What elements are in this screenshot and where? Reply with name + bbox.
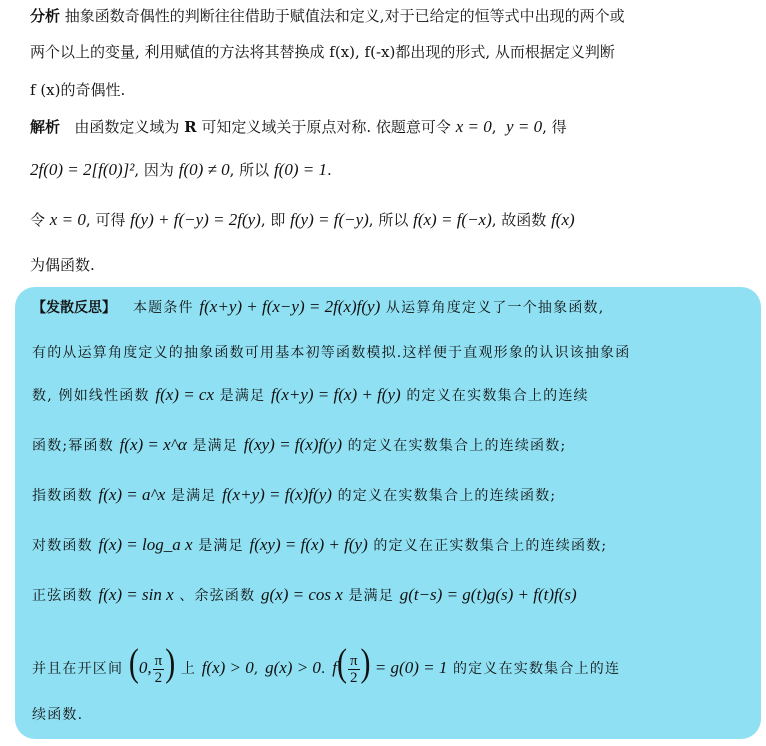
reflection-text-3b: 是满足 xyxy=(219,388,266,404)
solution-text-3b: , 可得 xyxy=(85,211,126,229)
math-x-eq-0-b: x = 0 xyxy=(49,210,86,229)
analysis-line-2: 两个以上的变量, 利用赋值的方法将其替换成 f(x), f(-x)都出现的形式, 从而根据定义判断 xyxy=(30,43,615,61)
solution-text-1a: 由函数定义域为 xyxy=(74,118,180,136)
math-fy-sum: f(y) + f(−y) = 2f(y) xyxy=(130,210,261,229)
solution-text-3c: , 即 xyxy=(260,211,286,229)
solution-text-1b: 可知定义域关于原点对称. 依题意可令 xyxy=(201,118,451,136)
math-log: f(x) = log_a x xyxy=(98,535,193,554)
math-fy-even: f(y) = f(−y) xyxy=(290,210,369,229)
reflection-text-4c: 的定义在实数集合上的连续函数; xyxy=(347,438,567,454)
reflection-text-4a: 函数;幂函数 xyxy=(32,438,114,454)
solution-text-2c: . xyxy=(326,161,332,179)
math-g-pos: g(x) > 0 xyxy=(265,658,321,677)
math-log-rule: f(xy) = f(x) + f(y) xyxy=(249,535,368,554)
reflection-line-9: 续函数. xyxy=(32,707,84,723)
solution-text-2b: , 所以 xyxy=(229,161,270,179)
analysis-line-3: f (x)的奇偶性. xyxy=(30,81,126,99)
reflection-text-8a: 并且在开区间 xyxy=(32,661,124,677)
reflection-text-5c: 的定义在实数集合上的连续函数; xyxy=(337,488,557,504)
reflection-line-1 xyxy=(32,297,604,318)
reflection-line-7 xyxy=(32,585,577,606)
math-additive: f(x+y) = f(x) + f(y) xyxy=(270,385,401,404)
math-fx-even: f(x) = f(−x) xyxy=(413,210,492,229)
reflection-text-8b: 上 xyxy=(180,661,197,677)
reflection-text-7b: 、余弦函数 xyxy=(179,588,256,604)
math-exponential: f(x) = a^x xyxy=(98,485,166,504)
math-sin: f(x) = sin x xyxy=(98,585,174,604)
math-x-eq-0: x = 0 xyxy=(455,117,492,136)
reflection-line-8: 并且在开区间 (0, $\frac{\pi}{2}$ ) 上 f(x) > 0, g(x) > 0. f( $\frac{\pi}{2}$ ) = g(0) = 1 的定义在实数集合上的连 xyxy=(32,641,621,686)
reflection-text-6b: 是满足 xyxy=(198,538,244,554)
reflection-text-1b: 从运算角度定义了一个抽象函数, xyxy=(385,300,605,316)
reflection-line-3 xyxy=(32,385,589,406)
math-power: f(x) = x^α xyxy=(119,435,187,454)
reflection-title: 【发散反思】 xyxy=(32,300,116,316)
math-f0-neq-0: f(0) ≠ 0 xyxy=(178,160,230,179)
math-2f0-eq: 2f(0) = 2[f(0)]² xyxy=(30,160,135,179)
reflection-line-4 xyxy=(32,435,566,456)
reflection-line-6 xyxy=(32,535,607,556)
math-linear: f(x) = cx xyxy=(155,385,215,404)
math-cos: g(x) = cos x xyxy=(260,585,343,604)
reflection-line-2: 有的从运算角度定义的抽象函数可用基本初等函数模拟.这样便于直观形象的认识该抽象函 xyxy=(32,345,631,361)
solution-line-1: 解析 由函数定义域为 R 可知定义域关于原点对称. 依题意可令 x = 0, y = 0, 得 xyxy=(30,117,567,136)
reflection-text-7a: 正弦函数 xyxy=(32,588,93,604)
reflection-text-6c: 的定义在正实数集合上的连续函数; xyxy=(373,538,608,554)
math-fx: f(x) xyxy=(551,210,575,229)
math-y-eq-0: y = 0 xyxy=(506,117,543,136)
math-trig-rule: g(t−s) = g(t)g(s) + f(t)f(s) xyxy=(399,585,577,604)
analysis-line-1 xyxy=(30,6,625,26)
reflection-text-5b: 是满足 xyxy=(170,488,217,504)
reflection-text-4b: 是满足 xyxy=(192,438,239,454)
reflection-text-8c: 的定义在实数集合上的连 xyxy=(452,661,621,677)
reflection-text-6a: 对数函数 xyxy=(32,538,93,554)
solution-label: 解析 xyxy=(30,118,61,136)
math-interval: (0, $\frac{\pi}{2}$ ) xyxy=(128,641,176,686)
analysis-text-1: 抽象函数奇偶性的判断往往借助于赋值法和定义,对于已给定的恒等式中出现的两个或 xyxy=(64,7,625,25)
solution-text-3e: , 故函数 xyxy=(491,211,547,229)
reflection-text-5a: 指数函数 xyxy=(32,488,93,504)
math-multiplicative: f(xy) = f(x)f(y) xyxy=(243,435,342,454)
analysis-label: 分析 xyxy=(30,7,61,25)
reflection-line-5 xyxy=(32,485,556,506)
reflection-text-7c: 是满足 xyxy=(348,588,395,604)
math-f0-eq-1: f(0) = 1 xyxy=(273,160,327,179)
math-condition: f(x+y) + f(x−y) = 2f(x)f(y) xyxy=(199,297,381,316)
solution-line-4: 为偶函数. xyxy=(30,256,95,274)
solution-line-3 xyxy=(30,210,575,230)
solution-line-2 xyxy=(30,160,332,180)
solution-text-2a: , 因为 xyxy=(134,161,174,179)
solution-text-1c: , 得 xyxy=(542,118,567,136)
math-f-pos: f(x) > 0 xyxy=(201,658,254,677)
reflection-box xyxy=(15,287,761,739)
math-f-pi-half: f( $\frac{\pi}{2}$ ) = g(0) = 1 xyxy=(332,641,448,686)
solution-text-3a: 令 xyxy=(30,211,46,229)
solution-text-3d: , 所以 xyxy=(368,211,409,229)
reflection-text-3c: 的定义在实数集合上的连续 xyxy=(406,388,589,404)
reflection-text-3a: 数, 例如线性函数 xyxy=(32,388,150,404)
reflection-text-1a: 本题条件 xyxy=(132,300,194,316)
math-exp-rule: f(x+y) = f(x)f(y) xyxy=(222,485,332,504)
set-R: R xyxy=(184,118,197,136)
